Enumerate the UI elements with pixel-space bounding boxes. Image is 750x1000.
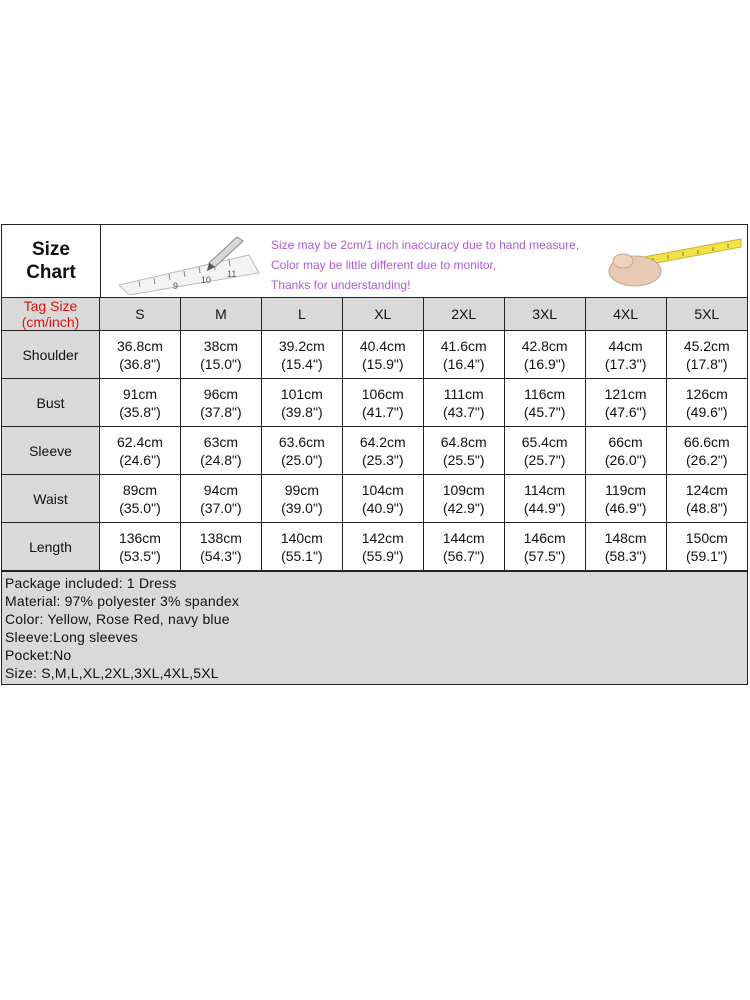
hand-tape-measure-illustration (593, 231, 743, 291)
measurement-cm: 111cm (443, 385, 484, 402)
measurement-cm: 148cm (604, 529, 647, 546)
measurement-inch: (44.9") (523, 499, 566, 516)
measurement-cm: 63cm (203, 433, 239, 450)
measurement-cm: 64.8cm (440, 433, 487, 450)
measurement-cm: 66.6cm (683, 433, 730, 450)
measurement-cm: 116cm (524, 385, 566, 402)
ruler-pencil-illustration (109, 233, 269, 295)
measurement-cell (585, 379, 666, 427)
measurement-cm: 38cm (203, 337, 239, 354)
measurement-inch: (59.1") (686, 547, 728, 564)
measurement-cell (100, 331, 181, 379)
measurement-cell (261, 427, 342, 475)
measurement-cm: 124cm (685, 481, 728, 498)
measurement-cell (504, 427, 585, 475)
measurement-cell (180, 523, 261, 571)
info-line: Size: S,M,L,XL,2XL,3XL,4XL,5XL (5, 665, 219, 681)
measurement-inch: (54.3") (200, 547, 242, 564)
measurement-cell (666, 523, 747, 571)
measurement-cell (342, 475, 423, 523)
size-table (2, 298, 747, 571)
measurement-cm: 45.2cm (683, 337, 730, 354)
measurement-cell (423, 331, 504, 379)
measurement-cell (261, 379, 342, 427)
tag-size-label-line2: (cm/inch) (21, 314, 80, 330)
measurement-inch: (40.9") (362, 499, 404, 516)
size-header-cell: 4XL (585, 298, 666, 331)
measurement-inch: (25.5") (442, 451, 485, 468)
measurement-cell (100, 379, 181, 427)
measurement-cell (585, 331, 666, 379)
info-line: Color: Yellow, Rose Red, navy blue (5, 611, 230, 627)
measurement-cm: 40.4cm (359, 337, 406, 354)
measurement-cell (261, 331, 342, 379)
measurement-inch: (41.7") (362, 403, 404, 420)
measurement-inch: (36.8") (119, 355, 161, 372)
measurement-inch: (47.6") (604, 403, 647, 420)
measurement-inch: (43.7") (442, 403, 485, 420)
measurement-cell (666, 379, 747, 427)
measurement-cell (342, 331, 423, 379)
measurement-cm: 119cm (605, 481, 647, 498)
chart-title-line1: Size (31, 239, 71, 260)
measurement-cm: 42.8cm (521, 337, 568, 354)
measurement-inch: (15.0") (200, 355, 242, 372)
measurement-cm: 89cm (122, 481, 158, 498)
measurement-label: Length (2, 523, 100, 571)
measurement-inch: (35.0") (119, 499, 161, 516)
measurement-cm: 99cm (284, 481, 319, 498)
measurement-cm: 150cm (685, 529, 728, 546)
measurement-cm: 36.8cm (117, 337, 163, 354)
measurement-inch: (58.3") (604, 547, 647, 564)
measurement-cell (261, 475, 342, 523)
chart-header (2, 225, 747, 298)
measurement-cell (423, 523, 504, 571)
measurement-label: Shoulder (2, 331, 100, 379)
size-header-cell: 3XL (504, 298, 585, 331)
info-line: Pocket:No (5, 647, 72, 663)
measurement-cm: 44cm (608, 337, 643, 354)
measurement-cm: 126cm (685, 385, 728, 402)
measurement-inch: (48.8") (686, 499, 728, 516)
measurement-inch: (17.8") (686, 355, 728, 372)
measurement-cm: 106cm (361, 385, 404, 402)
measurement-inch: (17.3") (604, 355, 647, 372)
measurement-inch: (25.7") (523, 451, 566, 468)
measurement-cell (100, 523, 181, 571)
measurement-label: Waist (2, 475, 100, 523)
measurement-cm: 66cm (608, 433, 643, 450)
measurement-cm: 64.2cm (359, 433, 406, 450)
measurement-cell (585, 427, 666, 475)
measurement-cm: 109cm (442, 481, 485, 498)
measurement-cm: 63.6cm (278, 433, 325, 450)
info-line: Material: 97% polyester 3% spandex (5, 593, 240, 609)
ruler-tick-9: 9 (173, 281, 179, 291)
measurement-cm: 62.4cm (117, 433, 163, 450)
measurement-inch: (24.6") (119, 451, 161, 468)
measurement-cm: 41.6cm (440, 337, 487, 354)
measurement-cm: 65.4cm (521, 433, 568, 450)
measurement-inch: (55.1") (281, 547, 323, 564)
measurement-cell (342, 379, 423, 427)
measurement-cell (180, 427, 261, 475)
measurement-cell (666, 331, 747, 379)
chart-title-line2: Chart (26, 262, 76, 283)
measurement-row-sleeve (2, 427, 747, 475)
measurement-inch: (37.0") (200, 499, 242, 516)
measurement-cell (585, 523, 666, 571)
measurement-inch: (53.5") (119, 547, 161, 564)
measurement-inch: (39.0") (281, 499, 323, 516)
measurement-inch: (56.7") (442, 547, 485, 564)
measurement-cell (666, 427, 747, 475)
measurement-cell (666, 475, 747, 523)
note-line: Size may be 2cm/1 inch inaccuracy due to hand measure, (271, 238, 580, 252)
size-header-cell: L (261, 298, 342, 331)
measurement-label: Sleeve (2, 427, 100, 475)
note-line: Thanks for understanding! (271, 278, 411, 292)
measurement-cell (180, 331, 261, 379)
size-header-cell: 5XL (666, 298, 747, 331)
measurement-inch: (45.7") (523, 403, 566, 420)
measurement-cm: 101cm (280, 385, 323, 402)
info-line: Package included: 1 Dress (5, 575, 177, 591)
measurement-cell (423, 475, 504, 523)
size-header-cell: 2XL (423, 298, 504, 331)
measurement-cell (423, 379, 504, 427)
measurement-banner (101, 225, 747, 297)
measurement-label: Bust (2, 379, 100, 427)
measurement-cm: 144cm (442, 529, 485, 546)
measurement-cell (180, 475, 261, 523)
measurement-cm: 94cm (203, 481, 239, 498)
measurement-cell (342, 427, 423, 475)
measurement-cell (585, 475, 666, 523)
tag-size-label (2, 298, 100, 331)
measurement-inch: (26.2") (686, 451, 728, 468)
product-info (2, 571, 747, 684)
measurement-cell (504, 475, 585, 523)
measurement-notes (271, 235, 579, 295)
note-line: Color may be little different due to monitor, (271, 258, 497, 272)
measurement-inch: (37.8") (200, 403, 242, 420)
measurement-cm: 104cm (361, 481, 404, 498)
measurement-cm: 91cm (122, 385, 158, 402)
chart-title (2, 225, 101, 297)
measurement-inch: (15.4") (281, 355, 323, 372)
measurement-row-waist (2, 475, 747, 523)
measurement-cell (180, 379, 261, 427)
measurement-inch: (26.0") (604, 451, 647, 468)
measurement-cm: 142cm (361, 529, 404, 546)
measurement-inch: (49.6") (686, 403, 728, 420)
size-header-cell: XL (342, 298, 423, 331)
measurement-inch: (16.4") (442, 355, 485, 372)
measurement-cm: 39.2cm (278, 337, 325, 354)
size-header-row (2, 298, 747, 331)
measurement-inch: (55.9") (362, 547, 404, 564)
measurement-inch: (39.8") (281, 403, 323, 420)
ruler-tick-11: 11 (227, 269, 237, 279)
measurement-inch: (25.0") (281, 451, 323, 468)
measurement-inch: (57.5") (523, 547, 566, 564)
size-chart (1, 224, 748, 685)
measurement-inch: (16.9") (523, 355, 566, 372)
tag-size-label-line1: Tag Size (23, 298, 78, 314)
measurement-inch: (46.9") (604, 499, 647, 516)
measurement-row-bust (2, 379, 747, 427)
measurement-cm: 114cm (524, 481, 566, 498)
measurement-inch: (35.8") (119, 403, 161, 420)
measurement-inch: (25.3") (362, 451, 404, 468)
measurement-row-shoulder (2, 331, 747, 379)
measurement-cm: 140cm (280, 529, 323, 546)
measurement-inch: (42.9") (442, 499, 485, 516)
measurement-cm: 146cm (523, 529, 566, 546)
measurement-row-length (2, 523, 747, 571)
measurement-cm: 96cm (203, 385, 239, 402)
measurement-cell (342, 523, 423, 571)
measurement-cell (423, 427, 504, 475)
measurement-cell (504, 331, 585, 379)
size-header-cell: S (100, 298, 181, 331)
measurement-cell (100, 475, 181, 523)
info-line: Sleeve:Long sleeves (5, 629, 138, 645)
measurement-cell (504, 379, 585, 427)
ruler-tick-10: 10 (201, 275, 212, 285)
measurement-cm: 121cm (604, 385, 647, 402)
measurement-cell (504, 523, 585, 571)
measurement-cell (261, 523, 342, 571)
measurement-cm: 138cm (199, 529, 242, 546)
measurement-cell (100, 427, 181, 475)
measurement-inch: (24.8") (200, 451, 242, 468)
size-header-cell: M (180, 298, 261, 331)
measurement-inch: (15.9") (362, 355, 404, 372)
measurement-cm: 136cm (118, 529, 161, 546)
